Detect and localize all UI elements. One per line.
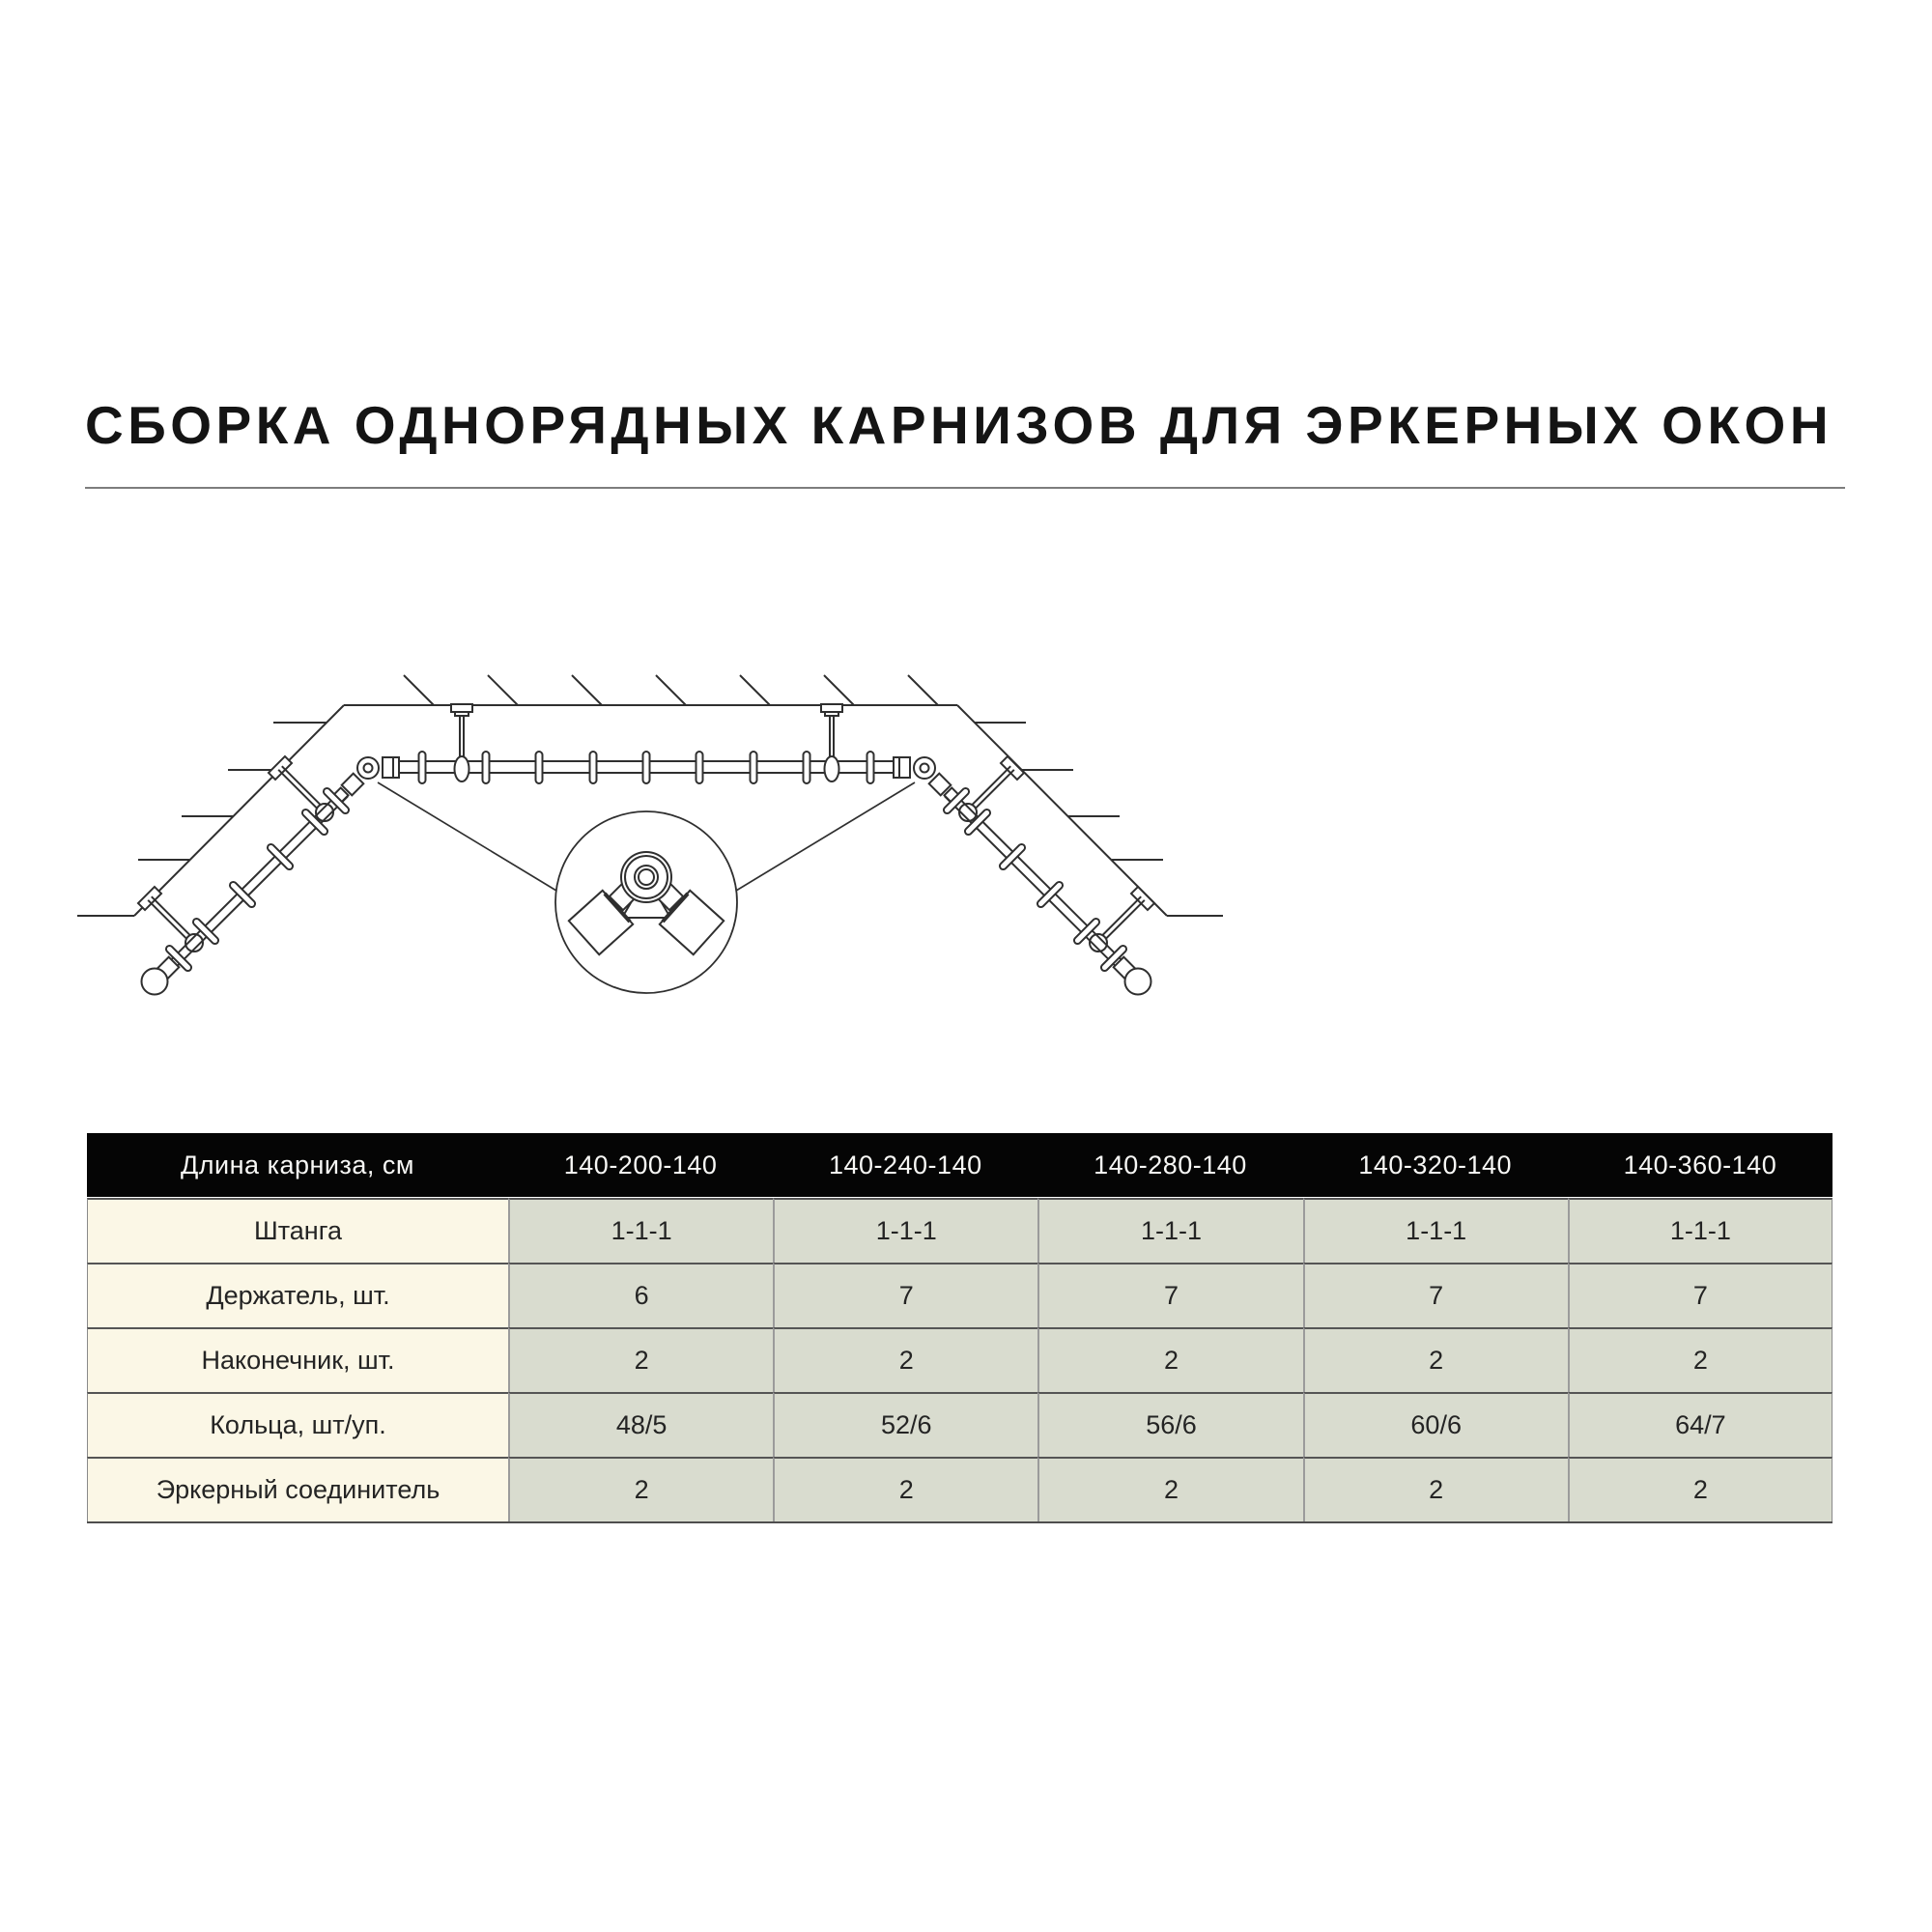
table-value: 2 [1037, 1327, 1302, 1392]
table-value: 1-1-1 [1037, 1198, 1302, 1263]
table-header-cell: 140-360-140 [1568, 1133, 1833, 1197]
row-label: Наконечник, шт. [87, 1327, 508, 1392]
page-title: СБОРКА ОДНОРЯДНЫХ КАРНИЗОВ ДЛЯ ЭРКЕРНЫХ ОКОН [85, 395, 1833, 455]
row-label: Кольца, шт/уп. [87, 1392, 508, 1457]
table-header-cell: 140-240-140 [773, 1133, 1037, 1197]
table-value: 1-1-1 [1568, 1198, 1833, 1263]
table-value: 2 [773, 1457, 1037, 1521]
table-value: 2 [1037, 1457, 1302, 1521]
table-value: 7 [1303, 1263, 1568, 1327]
table-value: 1-1-1 [773, 1198, 1037, 1263]
table-header-cell: 140-200-140 [508, 1133, 773, 1197]
table-value: 1-1-1 [1303, 1198, 1568, 1263]
table-value: 7 [1037, 1263, 1302, 1327]
leader-line [736, 782, 915, 891]
table-header-cell: 140-280-140 [1037, 1133, 1302, 1197]
row-label: Эркерный соединитель [87, 1457, 508, 1521]
table-value: 2 [1568, 1457, 1833, 1521]
table-value: 2 [1303, 1327, 1568, 1392]
parts-table [87, 1133, 1833, 1523]
table-header-row-label: Длина карниза, см [87, 1133, 508, 1197]
table-value: 60/6 [1303, 1392, 1568, 1457]
table-value: 2 [1303, 1457, 1568, 1521]
rod-rings [419, 752, 874, 783]
table-value: 64/7 [1568, 1392, 1833, 1457]
table-value: 6 [508, 1263, 773, 1327]
table-value: 2 [508, 1327, 773, 1392]
table-value: 2 [773, 1327, 1037, 1392]
bay-connector-detail-lens [555, 811, 737, 993]
table-value: 7 [1568, 1263, 1833, 1327]
ceiling-hatches [404, 675, 938, 705]
table-header-cell: 140-320-140 [1303, 1133, 1568, 1197]
table-value: 7 [773, 1263, 1037, 1327]
ceiling-bracket [451, 704, 842, 757]
row-label: Держатель, шт. [87, 1263, 508, 1327]
table-value: 56/6 [1037, 1392, 1302, 1457]
table-value: 1-1-1 [508, 1198, 773, 1263]
row-label: Штанга [87, 1198, 508, 1263]
table-value: 52/6 [773, 1392, 1037, 1457]
finial-ball [1125, 969, 1151, 995]
table-value: 2 [1568, 1327, 1833, 1392]
table-value: 48/5 [508, 1392, 773, 1457]
angled-rod-assembly [736, 756, 1154, 995]
table-value: 2 [508, 1457, 773, 1521]
